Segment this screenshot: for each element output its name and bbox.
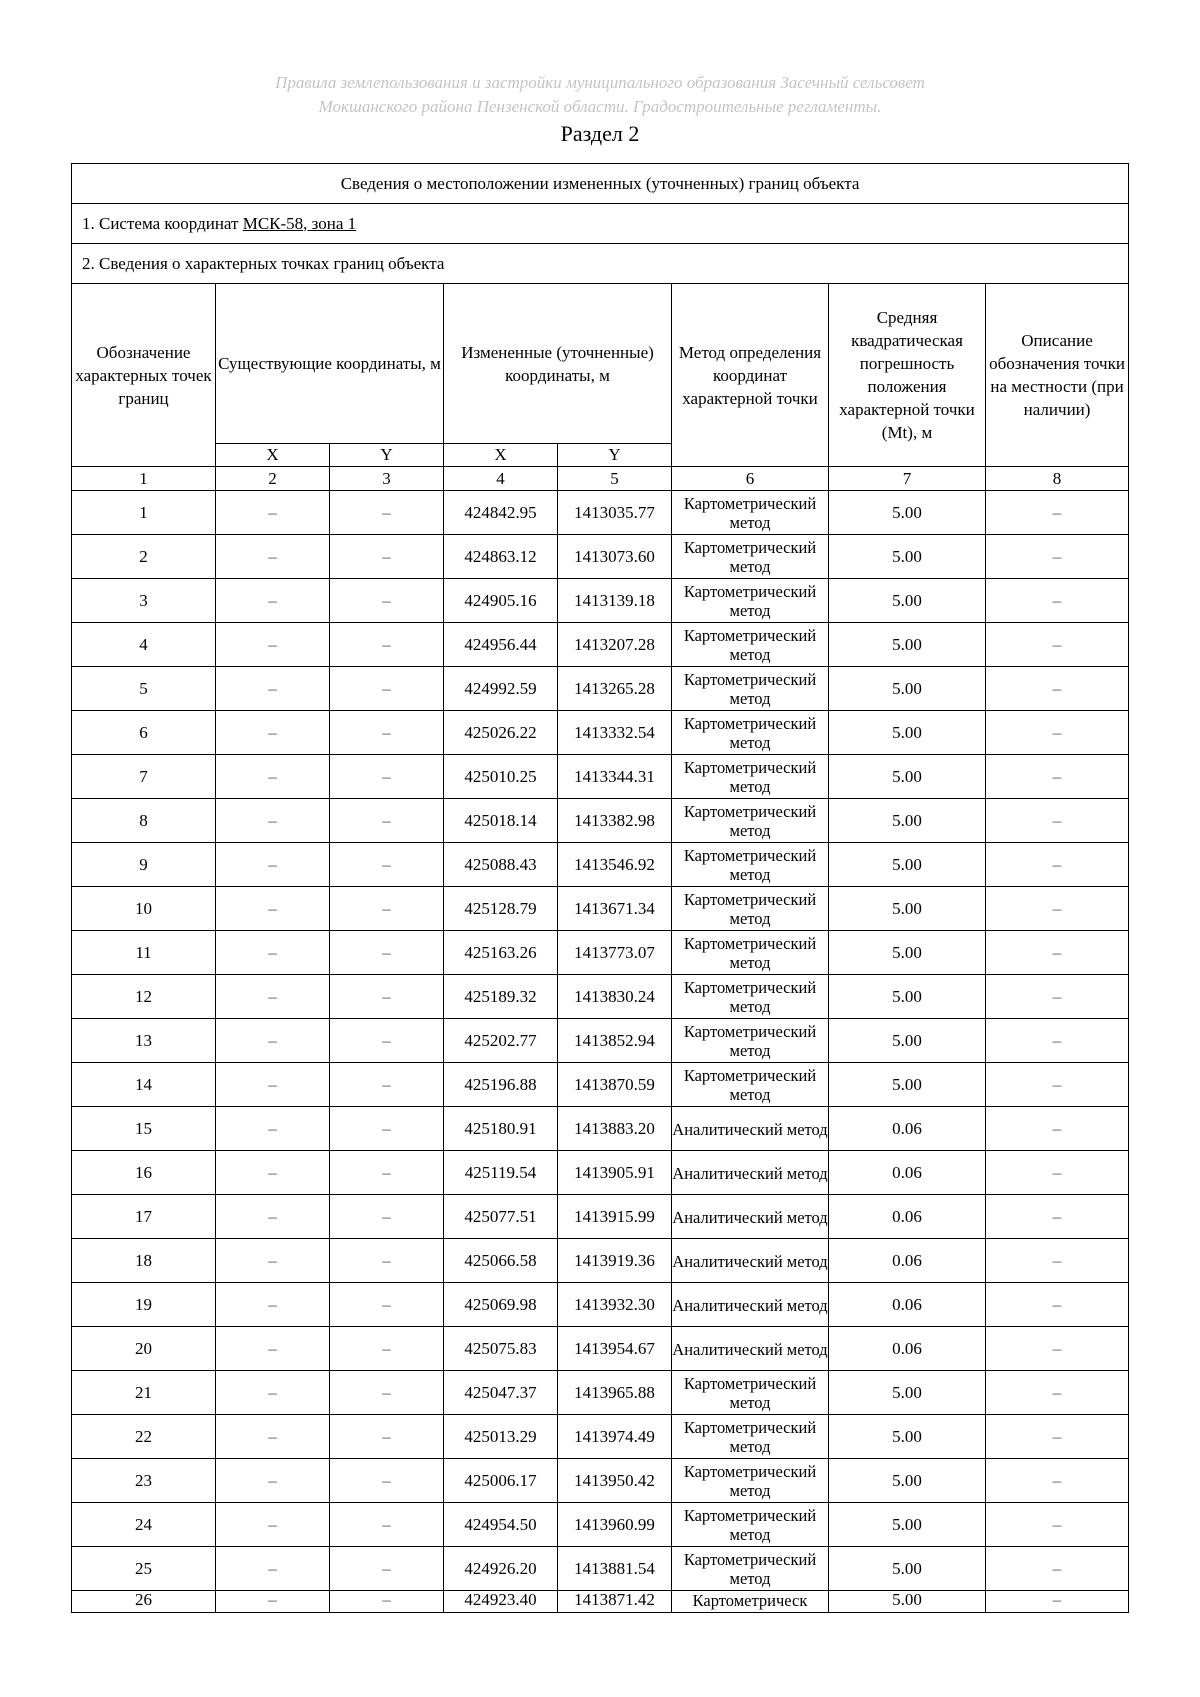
existing-x: – bbox=[216, 535, 330, 579]
existing-y: – bbox=[330, 931, 444, 975]
existing-x: – bbox=[216, 1195, 330, 1239]
table-row bbox=[72, 931, 1129, 975]
point-description: – bbox=[986, 579, 1129, 623]
method: Картометрический метод bbox=[672, 535, 829, 579]
error-value: 5.00 bbox=[829, 623, 986, 667]
existing-x: – bbox=[216, 1019, 330, 1063]
existing-x: – bbox=[216, 1371, 330, 1415]
existing-x: – bbox=[216, 1591, 330, 1613]
method: Картометрический метод bbox=[672, 1459, 829, 1503]
error-value: 0.06 bbox=[829, 1107, 986, 1151]
changed-y: 1413139.18 bbox=[558, 579, 672, 623]
changed-y: 1413950.42 bbox=[558, 1459, 672, 1503]
existing-x: – bbox=[216, 667, 330, 711]
error-value: 5.00 bbox=[829, 667, 986, 711]
header-error: Средняя квадратическая погрешность положения характерной точки (Mt), м bbox=[829, 284, 986, 467]
point-description: – bbox=[986, 711, 1129, 755]
existing-x: – bbox=[216, 887, 330, 931]
changed-x: 425026.22 bbox=[444, 711, 558, 755]
point-description: – bbox=[986, 1195, 1129, 1239]
point-description: – bbox=[986, 491, 1129, 535]
column-number: 4 bbox=[444, 467, 558, 491]
changed-x: 425006.17 bbox=[444, 1459, 558, 1503]
point-number: 10 bbox=[72, 887, 216, 931]
point-description: – bbox=[986, 1327, 1129, 1371]
boundary-points-table bbox=[71, 163, 1129, 1613]
point-description: – bbox=[986, 1107, 1129, 1151]
existing-x: – bbox=[216, 755, 330, 799]
existing-x: – bbox=[216, 1107, 330, 1151]
point-number: 22 bbox=[72, 1415, 216, 1459]
changed-y: 1413035.77 bbox=[558, 491, 672, 535]
table-row bbox=[72, 799, 1129, 843]
column-number: 3 bbox=[330, 467, 444, 491]
column-number: 8 bbox=[986, 467, 1129, 491]
existing-x: – bbox=[216, 1415, 330, 1459]
method: Картометрический метод bbox=[672, 1063, 829, 1107]
changed-y: 1413960.99 bbox=[558, 1503, 672, 1547]
changed-y: 1413915.99 bbox=[558, 1195, 672, 1239]
existing-y: – bbox=[330, 667, 444, 711]
table-row bbox=[72, 667, 1129, 711]
header-description: Описание обозначения точки на местности (при наличии) bbox=[986, 284, 1129, 467]
table-row bbox=[72, 887, 1129, 931]
existing-x: – bbox=[216, 1327, 330, 1371]
point-number: 9 bbox=[72, 843, 216, 887]
existing-y: – bbox=[330, 1107, 444, 1151]
existing-x: – bbox=[216, 843, 330, 887]
changed-y: 1413954.67 bbox=[558, 1327, 672, 1371]
method: Картометрический метод bbox=[672, 491, 829, 535]
table-row bbox=[72, 1063, 1129, 1107]
changed-x: 425010.25 bbox=[444, 755, 558, 799]
method: Картометрический метод bbox=[672, 931, 829, 975]
point-number: 14 bbox=[72, 1063, 216, 1107]
method: Аналитический метод bbox=[672, 1327, 829, 1371]
changed-x: 424905.16 bbox=[444, 579, 558, 623]
error-value: 5.00 bbox=[829, 1415, 986, 1459]
existing-y: – bbox=[330, 1591, 444, 1613]
method: Картометрический метод bbox=[672, 667, 829, 711]
point-number: 1 bbox=[72, 491, 216, 535]
point-description: – bbox=[986, 1239, 1129, 1283]
changed-y: 1413671.34 bbox=[558, 887, 672, 931]
header-existing-x: X bbox=[216, 444, 330, 467]
method: Картометрический метод bbox=[672, 579, 829, 623]
table-row bbox=[72, 711, 1129, 755]
error-value: 5.00 bbox=[829, 1063, 986, 1107]
point-number: 12 bbox=[72, 975, 216, 1019]
existing-y: – bbox=[330, 1371, 444, 1415]
method: Картометрический метод bbox=[672, 843, 829, 887]
changed-x: 424992.59 bbox=[444, 667, 558, 711]
point-number: 21 bbox=[72, 1371, 216, 1415]
method: Картометрический метод bbox=[672, 799, 829, 843]
existing-y: – bbox=[330, 1327, 444, 1371]
point-number: 3 bbox=[72, 579, 216, 623]
error-value: 5.00 bbox=[829, 1547, 986, 1591]
coordinate-system-label: 1. Система координат bbox=[82, 213, 239, 233]
table-row bbox=[72, 535, 1129, 579]
points-section-label: 2. Сведения о характерных точках границ объекта bbox=[72, 244, 1129, 284]
method: Аналитический метод bbox=[672, 1151, 829, 1195]
existing-y: – bbox=[330, 1239, 444, 1283]
changed-x: 424863.12 bbox=[444, 535, 558, 579]
table-row bbox=[72, 975, 1129, 1019]
point-description: – bbox=[986, 1459, 1129, 1503]
existing-x: – bbox=[216, 579, 330, 623]
error-value: 5.00 bbox=[829, 535, 986, 579]
method: Картометрический метод bbox=[672, 623, 829, 667]
error-value: 5.00 bbox=[829, 711, 986, 755]
existing-y: – bbox=[330, 799, 444, 843]
error-value: 0.06 bbox=[829, 1327, 986, 1371]
changed-y: 1413546.92 bbox=[558, 843, 672, 887]
point-number: 2 bbox=[72, 535, 216, 579]
changed-y: 1413344.31 bbox=[558, 755, 672, 799]
point-number: 13 bbox=[72, 1019, 216, 1063]
error-value: 5.00 bbox=[829, 491, 986, 535]
point-description: – bbox=[986, 799, 1129, 843]
header-existing-y: Y bbox=[330, 444, 444, 467]
changed-y: 1413905.91 bbox=[558, 1151, 672, 1195]
changed-y: 1413932.30 bbox=[558, 1283, 672, 1327]
changed-x: 425018.14 bbox=[444, 799, 558, 843]
existing-y: – bbox=[330, 887, 444, 931]
existing-x: – bbox=[216, 1151, 330, 1195]
method: Картометрический метод bbox=[672, 1019, 829, 1063]
table-row bbox=[72, 1283, 1129, 1327]
changed-x: 424923.40 bbox=[444, 1591, 558, 1613]
error-value: 5.00 bbox=[829, 1591, 986, 1613]
error-value: 5.00 bbox=[829, 887, 986, 931]
existing-y: – bbox=[330, 1503, 444, 1547]
point-number: 11 bbox=[72, 931, 216, 975]
changed-y: 1413332.54 bbox=[558, 711, 672, 755]
changed-y: 1413207.28 bbox=[558, 623, 672, 667]
point-description: – bbox=[986, 975, 1129, 1019]
error-value: 5.00 bbox=[829, 579, 986, 623]
coordinate-system-value: МСК-58, зона 1 bbox=[242, 213, 357, 233]
existing-x: – bbox=[216, 975, 330, 1019]
point-number: 5 bbox=[72, 667, 216, 711]
method: Картометрический метод bbox=[672, 887, 829, 931]
error-value: 5.00 bbox=[829, 1371, 986, 1415]
point-number: 25 bbox=[72, 1547, 216, 1591]
point-number: 24 bbox=[72, 1503, 216, 1547]
method: Картометрический метод bbox=[672, 755, 829, 799]
point-description: – bbox=[986, 1283, 1129, 1327]
existing-x: – bbox=[216, 623, 330, 667]
point-number: 23 bbox=[72, 1459, 216, 1503]
header-changed-x: X bbox=[444, 444, 558, 467]
method: Аналитический метод bbox=[672, 1283, 829, 1327]
changed-y: 1413965.88 bbox=[558, 1371, 672, 1415]
point-description: – bbox=[986, 1503, 1129, 1547]
changed-x: 425128.79 bbox=[444, 887, 558, 931]
changed-x: 425077.51 bbox=[444, 1195, 558, 1239]
point-number: 16 bbox=[72, 1151, 216, 1195]
changed-y: 1413870.59 bbox=[558, 1063, 672, 1107]
changed-x: 425180.91 bbox=[444, 1107, 558, 1151]
method: Картометрический метод bbox=[672, 1547, 829, 1591]
existing-y: – bbox=[330, 975, 444, 1019]
header-point-name: Обозначение характерных точек границ bbox=[72, 284, 216, 467]
table-row bbox=[72, 843, 1129, 887]
header-existing-coords: Существующие координаты, м bbox=[216, 284, 444, 444]
table-row bbox=[72, 1547, 1129, 1591]
existing-y: – bbox=[330, 1283, 444, 1327]
point-number: 19 bbox=[72, 1283, 216, 1327]
method: Аналитический метод bbox=[672, 1107, 829, 1151]
point-description: – bbox=[986, 1371, 1129, 1415]
column-number: 1 bbox=[72, 467, 216, 491]
point-description: – bbox=[986, 887, 1129, 931]
existing-x: – bbox=[216, 799, 330, 843]
method: Картометрический метод bbox=[672, 1371, 829, 1415]
point-description: – bbox=[986, 931, 1129, 975]
point-description: – bbox=[986, 1151, 1129, 1195]
changed-y: 1413881.54 bbox=[558, 1547, 672, 1591]
existing-x: – bbox=[216, 1459, 330, 1503]
changed-x: 425066.58 bbox=[444, 1239, 558, 1283]
point-description: – bbox=[986, 1063, 1129, 1107]
header-changed-y: Y bbox=[558, 444, 672, 467]
changed-y: 1413773.07 bbox=[558, 931, 672, 975]
error-value: 5.00 bbox=[829, 1019, 986, 1063]
table-title: Сведения о местоположении измененных (уточненных) границ объекта bbox=[72, 164, 1129, 204]
table-row bbox=[72, 1591, 1129, 1613]
changed-x: 424842.95 bbox=[444, 491, 558, 535]
changed-x: 425075.83 bbox=[444, 1327, 558, 1371]
changed-y: 1413871.42 bbox=[558, 1591, 672, 1613]
table-row bbox=[72, 1415, 1129, 1459]
column-number: 7 bbox=[829, 467, 986, 491]
changed-y: 1413974.49 bbox=[558, 1415, 672, 1459]
point-number: 6 bbox=[72, 711, 216, 755]
running-header-line1: Правила землепользования и застройки муниципального образования Засечный сельсовет bbox=[275, 73, 925, 92]
table-row bbox=[72, 623, 1129, 667]
table-row bbox=[72, 1107, 1129, 1151]
table-row bbox=[72, 1371, 1129, 1415]
point-number: 15 bbox=[72, 1107, 216, 1151]
changed-x: 425189.32 bbox=[444, 975, 558, 1019]
changed-y: 1413265.28 bbox=[558, 667, 672, 711]
table-row bbox=[72, 579, 1129, 623]
point-number: 7 bbox=[72, 755, 216, 799]
changed-x: 424956.44 bbox=[444, 623, 558, 667]
section-title: Раздел 2 bbox=[560, 121, 640, 146]
existing-x: – bbox=[216, 491, 330, 535]
point-description: – bbox=[986, 667, 1129, 711]
error-value: 0.06 bbox=[829, 1151, 986, 1195]
table-row bbox=[72, 1019, 1129, 1063]
existing-x: – bbox=[216, 1503, 330, 1547]
changed-x: 425202.77 bbox=[444, 1019, 558, 1063]
table-row bbox=[72, 1327, 1129, 1371]
changed-x: 424954.50 bbox=[444, 1503, 558, 1547]
changed-x: 425069.98 bbox=[444, 1283, 558, 1327]
table-row bbox=[72, 1239, 1129, 1283]
column-number: 5 bbox=[558, 467, 672, 491]
point-number: 26 bbox=[72, 1591, 216, 1613]
existing-y: – bbox=[330, 843, 444, 887]
changed-x: 425119.54 bbox=[444, 1151, 558, 1195]
existing-x: – bbox=[216, 1063, 330, 1107]
existing-x: – bbox=[216, 1239, 330, 1283]
error-value: 0.06 bbox=[829, 1283, 986, 1327]
table-row bbox=[72, 1195, 1129, 1239]
point-description: – bbox=[986, 1415, 1129, 1459]
point-description: – bbox=[986, 1591, 1129, 1613]
method: Аналитический метод bbox=[672, 1239, 829, 1283]
method: Картометрический метод bbox=[672, 711, 829, 755]
changed-x: 425047.37 bbox=[444, 1371, 558, 1415]
changed-y: 1413919.36 bbox=[558, 1239, 672, 1283]
existing-y: – bbox=[330, 491, 444, 535]
point-description: – bbox=[986, 623, 1129, 667]
existing-y: – bbox=[330, 755, 444, 799]
error-value: 5.00 bbox=[829, 843, 986, 887]
method: Аналитический метод bbox=[672, 1195, 829, 1239]
table-row bbox=[72, 1151, 1129, 1195]
existing-y: – bbox=[330, 1019, 444, 1063]
changed-x: 425163.26 bbox=[444, 931, 558, 975]
existing-x: – bbox=[216, 711, 330, 755]
existing-x: – bbox=[216, 931, 330, 975]
point-description: – bbox=[986, 1547, 1129, 1591]
existing-y: – bbox=[330, 579, 444, 623]
error-value: 5.00 bbox=[829, 975, 986, 1019]
method: Картометрический метод bbox=[672, 1503, 829, 1547]
existing-y: – bbox=[330, 1459, 444, 1503]
running-header-line2: Мокшанского района Пензенской области. Градостроительные регламенты. bbox=[318, 97, 882, 116]
changed-y: 1413883.20 bbox=[558, 1107, 672, 1151]
existing-y: – bbox=[330, 535, 444, 579]
method: Картометрический метод bbox=[672, 975, 829, 1019]
column-number: 6 bbox=[672, 467, 829, 491]
table-row bbox=[72, 1503, 1129, 1547]
changed-y: 1413073.60 bbox=[558, 535, 672, 579]
method: Картометрическ bbox=[672, 1591, 829, 1613]
changed-x: 425013.29 bbox=[444, 1415, 558, 1459]
column-number-row bbox=[72, 467, 1129, 491]
point-description: – bbox=[986, 1019, 1129, 1063]
error-value: 5.00 bbox=[829, 1459, 986, 1503]
error-value: 5.00 bbox=[829, 755, 986, 799]
error-value: 5.00 bbox=[829, 1503, 986, 1547]
existing-y: – bbox=[330, 1547, 444, 1591]
point-number: 4 bbox=[72, 623, 216, 667]
changed-x: 424926.20 bbox=[444, 1547, 558, 1591]
error-value: 5.00 bbox=[829, 799, 986, 843]
method: Картометрический метод bbox=[672, 1415, 829, 1459]
existing-y: – bbox=[330, 1063, 444, 1107]
point-description: – bbox=[986, 843, 1129, 887]
existing-y: – bbox=[330, 1151, 444, 1195]
existing-y: – bbox=[330, 711, 444, 755]
error-value: 0.06 bbox=[829, 1239, 986, 1283]
table-row bbox=[72, 491, 1129, 535]
table-row bbox=[72, 755, 1129, 799]
changed-x: 425088.43 bbox=[444, 843, 558, 887]
existing-y: – bbox=[330, 1415, 444, 1459]
existing-y: – bbox=[330, 1195, 444, 1239]
point-number: 18 bbox=[72, 1239, 216, 1283]
coordinate-system-row bbox=[72, 204, 1129, 244]
header-changed-coords: Измененные (уточненные) координаты, м bbox=[444, 284, 672, 444]
point-description: – bbox=[986, 755, 1129, 799]
point-number: 8 bbox=[72, 799, 216, 843]
existing-y: – bbox=[330, 623, 444, 667]
changed-x: 425196.88 bbox=[444, 1063, 558, 1107]
column-number: 2 bbox=[216, 467, 330, 491]
point-number: 20 bbox=[72, 1327, 216, 1371]
error-value: 5.00 bbox=[829, 931, 986, 975]
changed-y: 1413830.24 bbox=[558, 975, 672, 1019]
changed-y: 1413852.94 bbox=[558, 1019, 672, 1063]
point-description: – bbox=[986, 535, 1129, 579]
existing-x: – bbox=[216, 1283, 330, 1327]
error-value: 0.06 bbox=[829, 1195, 986, 1239]
table-row bbox=[72, 1459, 1129, 1503]
point-number: 17 bbox=[72, 1195, 216, 1239]
changed-y: 1413382.98 bbox=[558, 799, 672, 843]
existing-x: – bbox=[216, 1547, 330, 1591]
header-method: Метод определения координат характерной точки bbox=[672, 284, 829, 467]
